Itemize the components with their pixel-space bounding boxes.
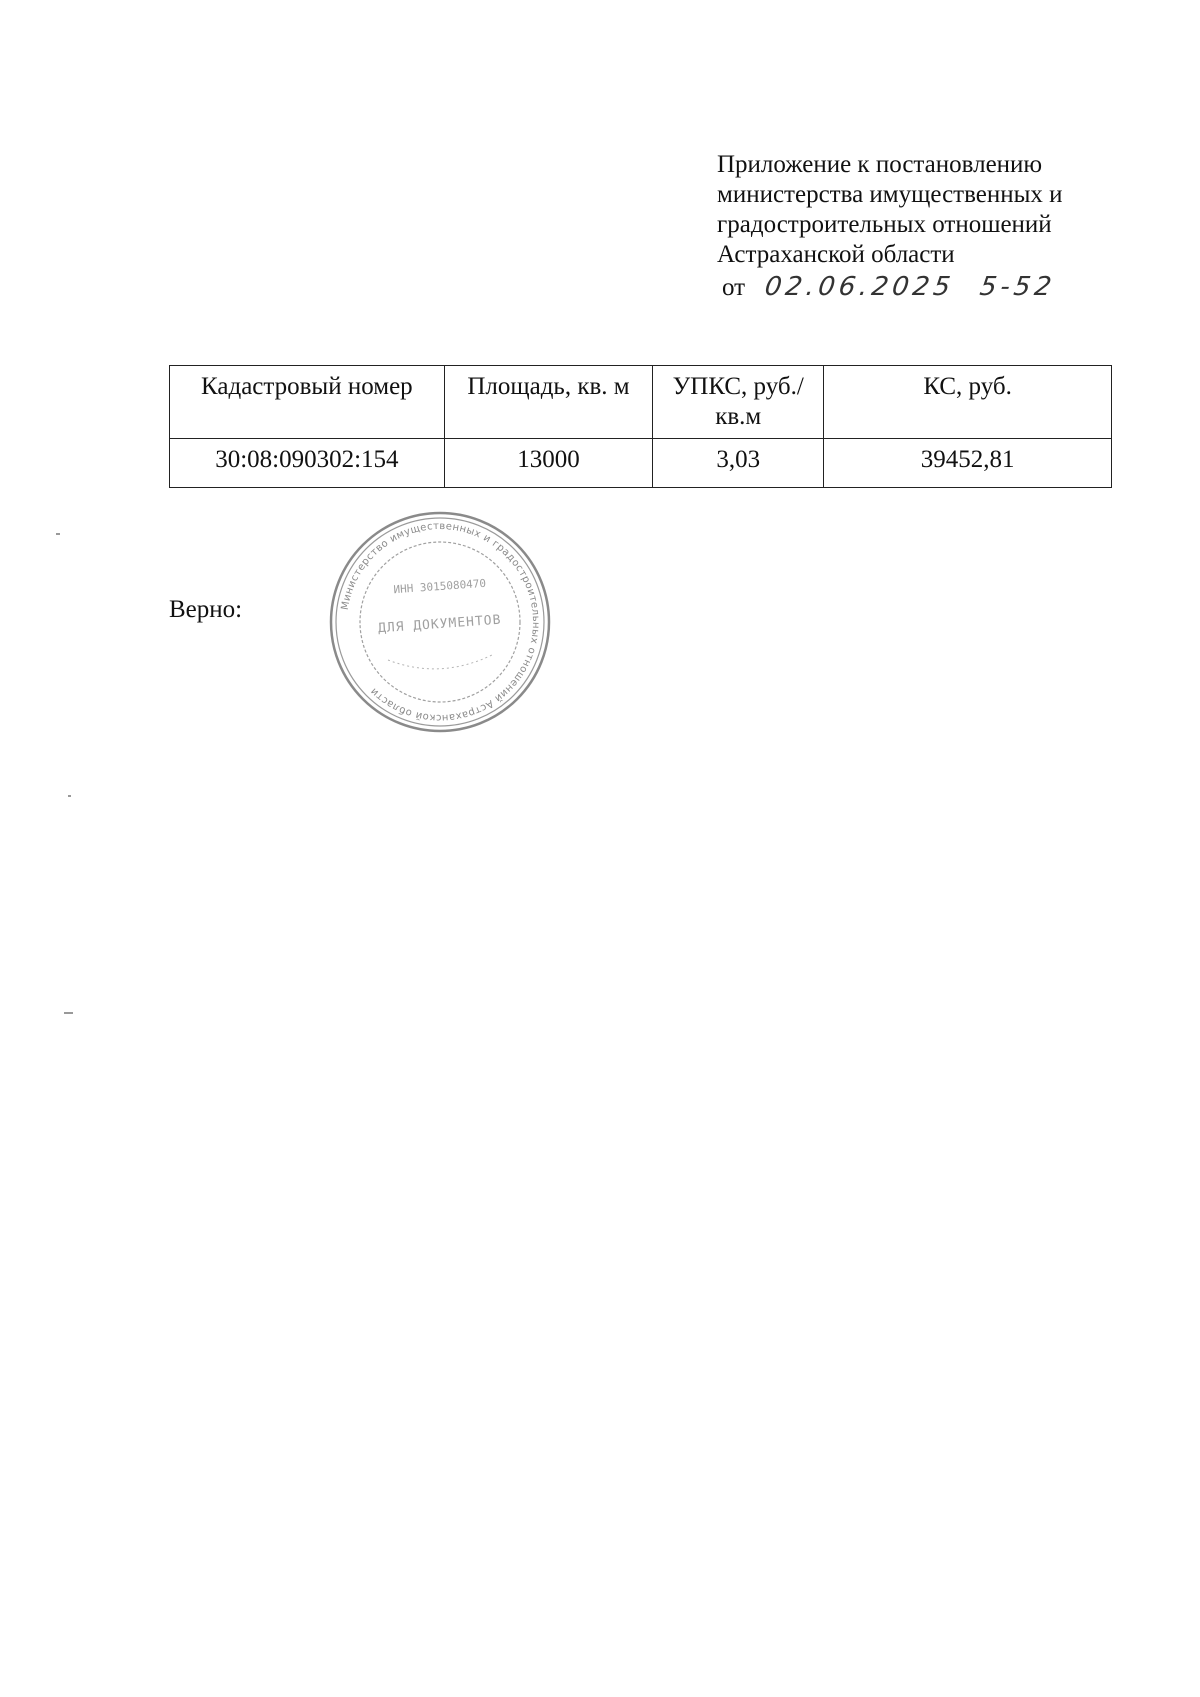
handwritten-date: 02.06.2025 — [763, 272, 957, 302]
verified-label: Верно: — [169, 596, 243, 623]
header-line-2: министерства имущественных и — [717, 181, 1063, 208]
date-line — [717, 272, 1157, 303]
cell-ks: 39452,81 — [824, 439, 1112, 488]
column-header-upks: УПКС, руб./кв.м — [653, 366, 824, 439]
column-header-cadastral-number: Кадастровый номер — [170, 366, 445, 439]
cell-cadastral-number: 30:08:090302:154 — [170, 439, 445, 488]
official-stamp — [328, 510, 552, 734]
column-header-area: Площадь, кв. м — [444, 366, 653, 439]
cell-upks: 3,03 — [653, 439, 824, 488]
stamp-bottom-mark — [388, 655, 492, 669]
scan-speck — [68, 795, 71, 797]
header-line-4: Астраханской области — [717, 241, 955, 268]
appendix-header — [717, 150, 1157, 303]
cadastre-table — [169, 365, 1112, 488]
scan-speck — [64, 1012, 73, 1014]
date-prefix: от — [722, 274, 746, 301]
table-row — [170, 439, 1112, 488]
scan-speck — [56, 533, 60, 535]
header-line-3: градостроительных отношений — [717, 211, 1052, 238]
stamp-center-text: ДЛЯ ДОКУМЕНТОВ — [377, 612, 502, 637]
header-line-1: Приложение к постановлению — [717, 151, 1043, 178]
column-header-ks: КС, руб. — [824, 366, 1112, 439]
stamp-inn-text: ИНН 3015080470 — [393, 576, 487, 597]
handwritten-number: 5-52 — [978, 272, 1058, 302]
stamp-outer-text: Министерство имущественных и градостроительных отношений Астраханской области — [339, 520, 542, 724]
table-header-row — [170, 366, 1112, 439]
cell-area: 13000 — [444, 439, 653, 488]
